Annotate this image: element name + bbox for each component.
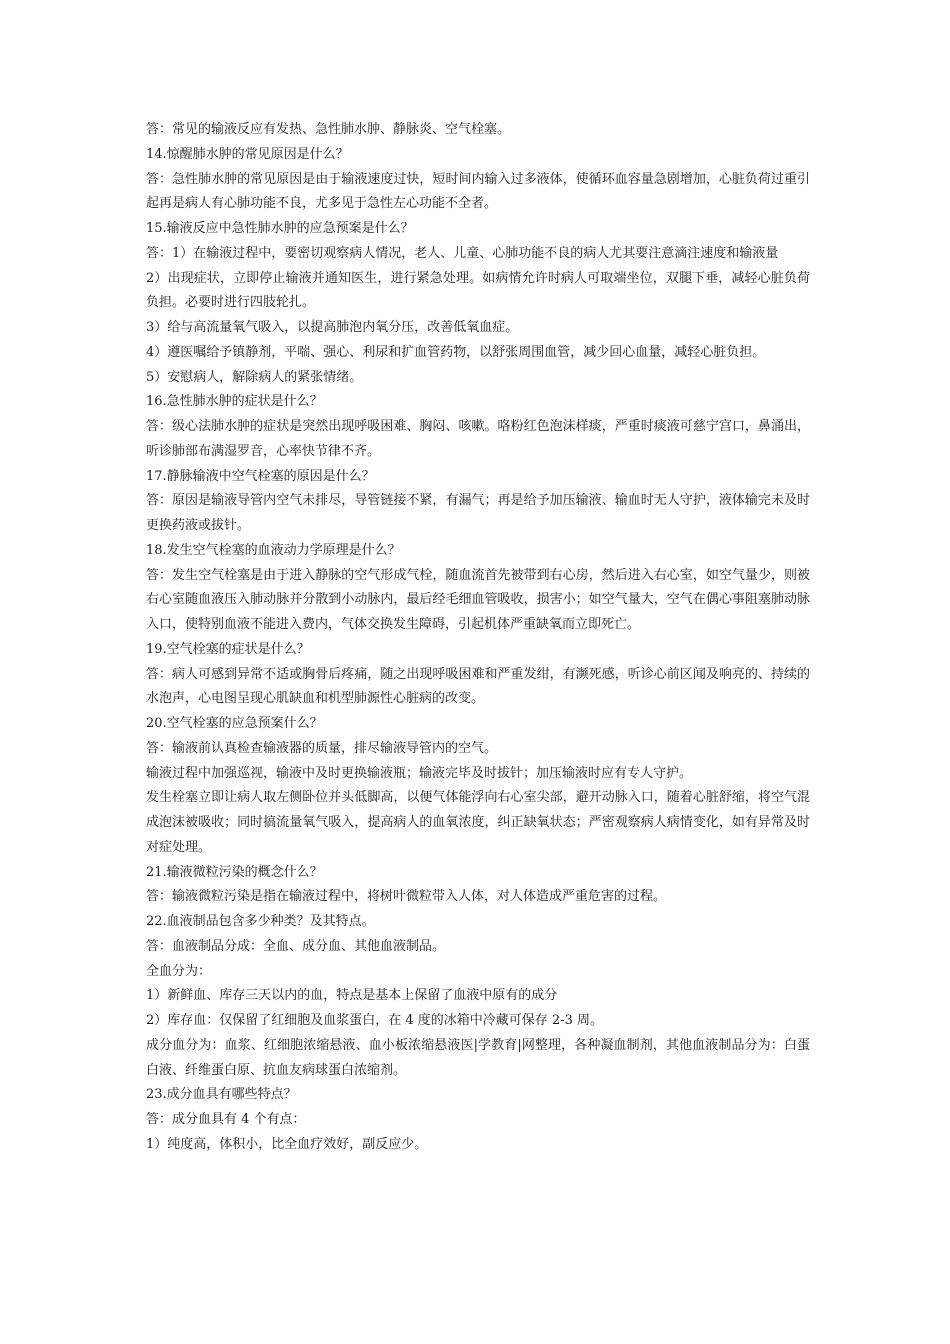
body-paragraph: 全血分为： xyxy=(146,963,212,979)
list-item: 5）安慰病人，解除病人的紧张情绪。 xyxy=(146,369,363,385)
document-body xyxy=(146,118,810,1158)
question-heading: 21.输液微粒污染的概念什么？ xyxy=(146,864,323,880)
list-item: 1）纯度高，体积小，比全血疗效好，副反应少。 xyxy=(146,1136,428,1152)
body-paragraph: 发生栓塞立即让病人取左侧卧位并头低脚高，以便气体能浮向右心室尖部，避开动脉入口，随着心脏舒缩，将空气混成泡沫被吸收；同时搞流量氧气吸入，提高病人的血氧浓度，纠正缺氧状态；严密观察病人病情变化，如有异常及时对症处理。 xyxy=(146,790,810,855)
list-item: 4）遵医嘱给予镇静剂，平喘、强心、利尿和扩血管药物，以舒张周围血管，减少回心血量，减轻心脏负担。 xyxy=(146,344,766,360)
answer-paragraph: 答：输液前认真检查输液器的质量，排尽输液导管内的空气。 xyxy=(146,740,498,756)
answer-line: 答：常见的输液反应有发热、急性肺水肿、静脉炎、空气栓塞。 xyxy=(146,122,511,137)
answer-paragraph: 答：输液微粒污染是指在输液过程中，将树叶微粒带入人体，对人体造成严重危害的过程。 xyxy=(146,889,667,905)
question-heading: 23.成分血具有哪些特点？ xyxy=(146,1087,297,1103)
question-heading: 18.发生空气栓塞的血液动力学原理是什么？ xyxy=(146,542,401,558)
answer-paragraph: 答：病人可感到异常不适或胸骨后疼痛，随之出现呼吸困难和严重发绀，有濒死感，听诊心前区闻及响亮的、持续的水泡声，心电图呈现心肌缺血和机型肺源性心脏病的改变。 xyxy=(146,666,810,707)
question-heading: 19.空气栓塞的症状是什么？ xyxy=(146,641,310,657)
body-paragraph: 成分血分为：血浆、红细胞浓缩悬液、血小板浓缩悬液医|学教育|网整理，各种凝血制剂，其他血液制品分为：白蛋白液、纤维蛋白原、抗血友病球蛋白浓缩剂。 xyxy=(146,1037,810,1078)
answer-paragraph: 答：级心法肺水肿的症状是突然出现呼吸困难、胸闷、咳嗽。咯粉红色泡沫样痰，严重时痰液可慈宁宫口，鼻涌出，听诊肺部布满湿罗音，心率快节律不齐。 xyxy=(146,419,810,459)
question-heading: 16.急性肺水肿的症状是什么？ xyxy=(146,394,323,410)
answer-paragraph: 答：血液制品分成：全血、成分血、其他血液制品。 xyxy=(146,938,446,954)
question-heading: 22.血液制品包含多少种类？及其特点。 xyxy=(146,914,375,929)
body-paragraph: 输液过程中加强巡视，输液中及时更换输液瓶；输液完毕及时拔针；加压输液时应有专人守护。 xyxy=(146,765,693,781)
question-heading: 20.空气栓塞的应急预案什么？ xyxy=(146,716,323,731)
answer-paragraph: 答：1）在输液过程中，要密切观察病人情况，老人、儿童、心肺功能不良的病人尤其要注意滴注速度和输液量 xyxy=(146,245,779,261)
list-item: 1）新鲜血、库存三天以内的血，特点是基本上保留了血液中原有的成分 xyxy=(146,988,558,1004)
answer-paragraph: 答：发生空气栓塞是由于进入静脉的空气形成气栓，随血流首先被带到右心房，然后进入右心室，如空气量少，则被右心室随血液压入肺动脉并分散到小动脉内，最后经毛细血管吸收，损害小；如空气量大，空气在偶心事阻塞肺动脉入口，使特别血液不能进入费内，气体交换发生障碍，引起机体严重缺氧而立即死亡。 xyxy=(146,567,810,632)
answer-paragraph: 答：急性肺水肿的常见原因是由于输液速度过快，短时间内输入过多液体，使循环血容量急剧增加，心脏负荷过重引起再是病人有心肺功能不良，尤多见于急性左心功能不全者。 xyxy=(146,171,810,212)
question-heading: 15.输液反应中急性肺水肿的应急预案是什么？ xyxy=(146,221,414,236)
question-heading: 14.惊醒肺水肿的常见原因是什么？ xyxy=(146,146,349,162)
list-item: 3）给与高流量氧气吸入，以提高肺泡内氧分压，改善低氧血症。 xyxy=(146,320,519,335)
list-item: 2）出现症状，立即停止输液并通知医生，进行紧急处理。如病情允许时病人可取端坐位，双腿下垂，减轻心脏负荷负担。必要时进行四肢轮扎。 xyxy=(146,270,810,311)
list-item: 2）库存血：仅保留了红细胞及血浆蛋白，在 4 度的冰箱中冷藏可保存 2-3 周。 xyxy=(146,1013,604,1028)
answer-paragraph: 答：成分血具有 4 个有点： xyxy=(146,1112,306,1127)
question-heading: 17.静脉输液中空气栓塞的原因是什么？ xyxy=(146,468,375,484)
answer-paragraph: 答：原因是输液导管内空气未排尽，导管链接不紧，有漏气；再是给予加压输液、输血时无人守护，液体输完未及时更换药液或拔针。 xyxy=(146,493,810,533)
